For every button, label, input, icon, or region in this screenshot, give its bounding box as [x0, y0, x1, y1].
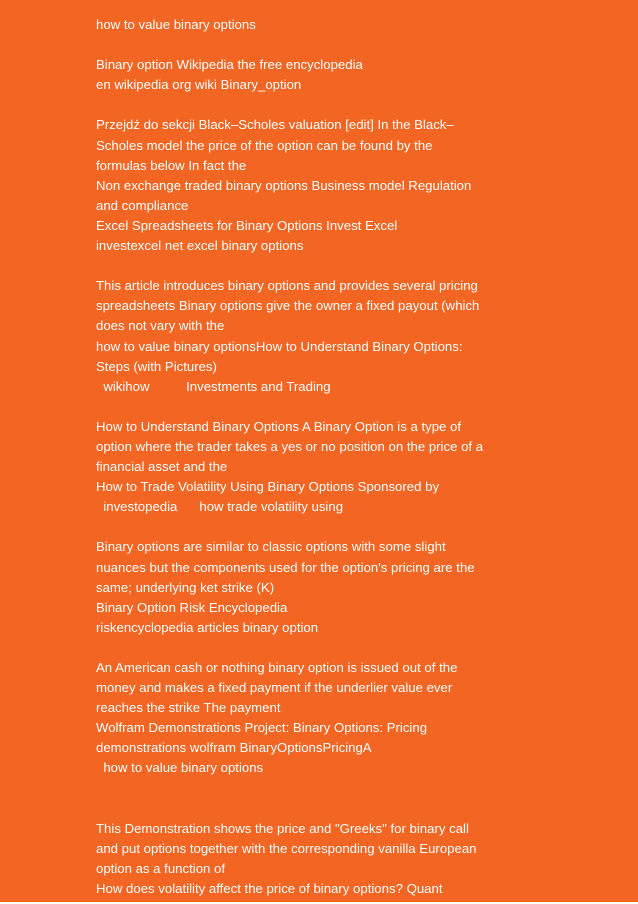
text-line: formulas below In fact the	[96, 157, 247, 173]
text-line: option where the trader takes a yes or no position on the price of a	[96, 438, 484, 454]
text-line: Excel Spreadsheets for Binary Options Invest Excel	[96, 217, 398, 233]
text-line: option as a function of	[96, 860, 226, 876]
text-line: Binary option Wikipedia the free encyclopedia	[96, 57, 363, 73]
text-line: wikihow Investments and Trading	[96, 378, 331, 394]
text-line: spreadsheets Binary options give the owner a fixed payout (which	[96, 298, 480, 314]
text-line: financial asset and the	[96, 459, 228, 475]
text-line: how to value binary options	[96, 17, 256, 32]
text-line: investopedia how trade volatility using	[96, 499, 344, 515]
text-line: and put options together with the corresponding vanilla European	[96, 840, 477, 856]
text-line: reaches the strike The payment	[96, 700, 281, 716]
text-line: Binary Option Risk Encyclopedia	[96, 599, 288, 615]
text-line: riskencyclopedia articles binary option	[96, 619, 319, 635]
text-line: An American cash or nothing binary option is issued out of the	[96, 660, 458, 675]
text-line: Wolfram Demonstrations Project: Binary Options: Pricing	[96, 720, 428, 736]
text-line: how to value binary options	[96, 760, 264, 776]
text-line: same; underlying ket strike (K)	[96, 579, 275, 595]
document-body	[96, 15, 536, 899]
text-line: Non exchange traded binary options Business model Regulation	[96, 177, 472, 193]
text-line: How does volatility affect the price of binary options? Quant	[96, 881, 443, 897]
text-line: Steps (with Pictures)	[96, 358, 217, 374]
text-line: How to Trade Volatility Using Binary Options Sponsored by	[96, 479, 440, 495]
text-line: Przejdź do sekcji Black–Scholes valuation [edit] In the Black–	[96, 117, 454, 133]
text-line: Binary options are similar to classic options with some slight	[96, 539, 446, 555]
text-line: en wikipedia org wiki Binary_option	[96, 77, 302, 93]
text-line: demonstrations wolfram BinaryOptionsPricingA	[96, 740, 372, 756]
text-line: does not vary with the	[96, 318, 225, 334]
text-line: This Demonstration shows the price and "Greeks" for binary call	[96, 820, 469, 836]
text-line: how to value binary optionsHow to Understand Binary Options:	[96, 338, 463, 354]
text-line: Scholes model the price of the option can be found by the	[96, 137, 433, 153]
text-line: investexcel net excel binary options	[96, 238, 304, 254]
text-line: This article introduces binary options and provides several pricing	[96, 278, 478, 294]
text-line: nuances but the components used for the option's pricing are the	[96, 559, 475, 575]
text-line: How to Understand Binary Options A Binary Option is a type of	[96, 418, 462, 434]
text-line: and compliance	[96, 197, 189, 213]
text-line: money and makes a fixed payment if the underlier value ever	[96, 680, 453, 696]
